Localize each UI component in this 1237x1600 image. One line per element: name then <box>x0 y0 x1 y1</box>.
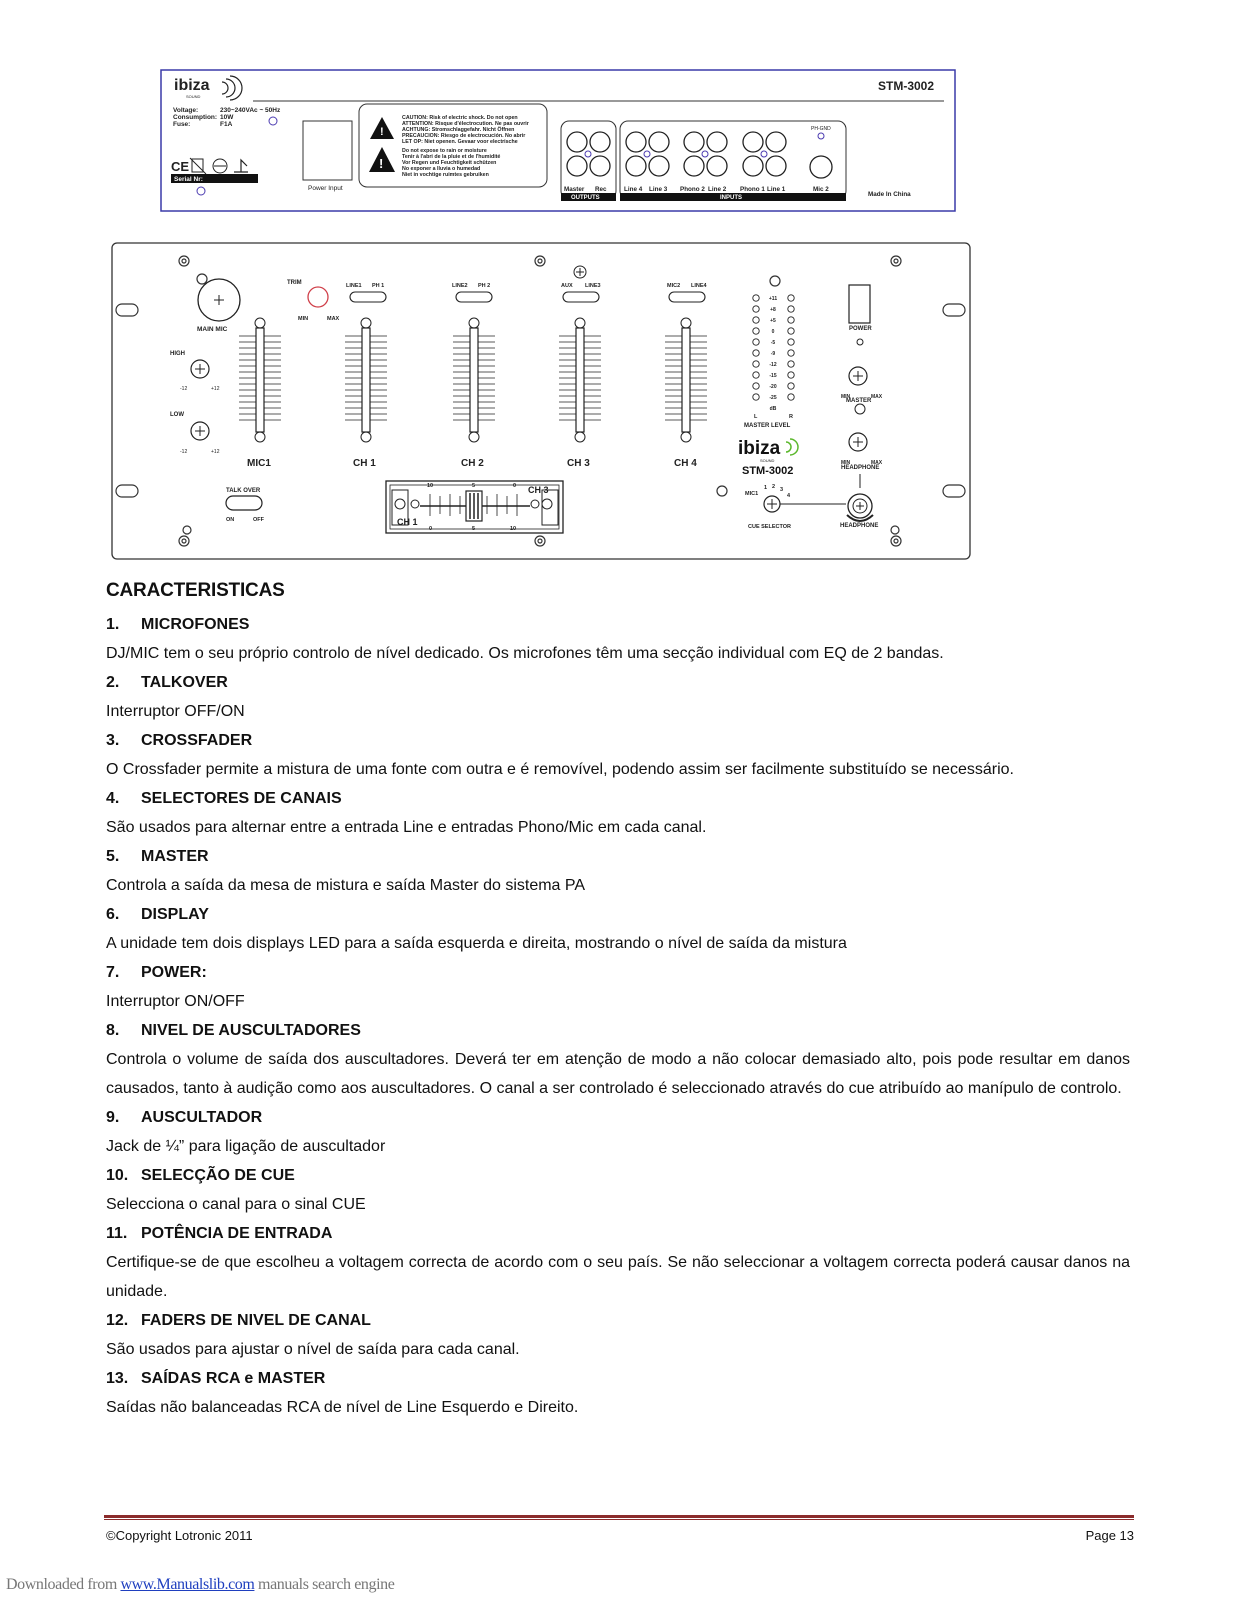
channel-label-ch4: CH 4 <box>674 458 697 469</box>
cue-position-label: MIC1 <box>745 491 759 497</box>
crossfader-left-label: CH 1 <box>397 517 418 527</box>
feature-number: 2. <box>106 674 120 691</box>
ce-mark-icon: CE <box>171 159 190 174</box>
download-prefix: Downloaded from <box>6 1576 121 1593</box>
channel-label-mic1: MIC1 <box>247 458 271 469</box>
manualslib-link[interactable]: www.Manualslib.com <box>120 1576 255 1593</box>
feature-title <box>106 1306 1130 1335</box>
feature-number: 5. <box>106 848 120 865</box>
meter-label: dB <box>769 406 777 412</box>
feature-title <box>106 1016 1130 1045</box>
footer-copyright: ©Copyright Lotronic 2011 <box>106 1528 253 1543</box>
headphone-min-label: MIN <box>841 460 851 466</box>
feature-title-text: POWER: <box>141 964 207 981</box>
spec-fuse-value: F1A <box>220 121 233 128</box>
feature-title-text: SAÍDAS RCA e MASTER <box>141 1370 326 1387</box>
meter-label: +11 <box>768 296 778 302</box>
input-label: Phono 2 <box>680 186 705 193</box>
master-label: MASTER <box>846 398 872 404</box>
feature-number: 8. <box>106 1022 120 1039</box>
feature-title-text: MASTER <box>141 848 209 865</box>
channel-label-ch1: CH 1 <box>353 458 376 469</box>
caution-line: LET OP: Niet openen. Gevaar voor electrische <box>402 139 518 145</box>
meter-label: -12 <box>769 362 777 368</box>
eq-min-label: -12 <box>180 449 188 455</box>
spec-consumption-value: 10W <box>220 114 234 121</box>
selector-right-label: LINE4 <box>691 283 707 289</box>
ph-gnd-label: PH-GND <box>811 126 831 132</box>
meter-label: +5 <box>770 318 776 324</box>
feature-number: 13. <box>106 1370 129 1387</box>
meter-r-label: R <box>789 414 793 420</box>
feature-body: Controla o volume de saída dos auscultadores. Deverá ter em atenção de modo a não colocar demasiado alto, pois pode resultar em danos causados, tanto à audição como aos auscultadores. O canal a ser controlado é seleccionado através do cue atribuído ao manípulo de controlo. <box>106 1051 1130 1097</box>
feature-number: 9. <box>106 1109 120 1126</box>
input-label: Mic 2 <box>813 186 829 193</box>
feature-title-text: SELECÇÃO DE CUE <box>141 1167 295 1184</box>
master-level-label: MASTER LEVEL <box>744 423 791 429</box>
front-panel-frame <box>112 243 970 559</box>
inputs-title: INPUTS <box>720 195 743 201</box>
feature-body: O Crossfader permite a mistura de uma fonte com outra e é removível, podendo assim ser facilmente substituído se necessário. <box>106 761 1014 778</box>
feature-number: 6. <box>106 906 120 923</box>
caution-line: Do not expose to rain or moisture <box>402 148 487 154</box>
feature-number: 3. <box>106 732 120 749</box>
channel-label-ch3: CH 3 <box>567 458 590 469</box>
feature-title <box>106 668 1130 697</box>
footer-divider <box>104 1515 1134 1518</box>
cue-position-label: 1 <box>764 485 768 491</box>
caution-line: Vor Regen und Feuchtigkeit schützen <box>402 160 497 166</box>
trim-max-label: MAX <box>327 316 340 322</box>
feature-item <box>106 1306 1130 1364</box>
feature-title-text: AUSCULTADOR <box>141 1109 263 1126</box>
output-label-rec: Rec <box>595 186 607 193</box>
feature-number: 4. <box>106 790 120 807</box>
footer-divider <box>104 1519 1134 1520</box>
input-label: Line 3 <box>649 186 668 193</box>
feature-title <box>106 1103 1130 1132</box>
rear-brand-sub: SOUND <box>186 94 201 99</box>
feature-title <box>106 1161 1130 1190</box>
front-panel-diagram <box>0 236 1237 566</box>
selector-left-label: MIC2 <box>667 283 681 289</box>
meter-label: -25 <box>769 395 777 401</box>
headphone-jack-label: HEADPHONE <box>840 523 879 529</box>
eq-high-label: HIGH <box>170 351 185 357</box>
svg-text:!: ! <box>379 156 384 171</box>
eq-max-label: +12 <box>211 449 220 455</box>
selector-left-label: LINE2 <box>452 283 468 289</box>
feature-title-text: FADERS DE NIVEL DE CANAL <box>141 1312 371 1329</box>
master-max-label: MAX <box>871 394 883 400</box>
caution-line: Tenir à l'abri de la pluie et de l'humidité <box>402 154 501 160</box>
crossfader-scale-label: 10 <box>427 483 434 489</box>
selector-right-label: PH 2 <box>478 283 491 289</box>
feature-body: Interruptor ON/OFF <box>106 993 245 1010</box>
features-section <box>106 580 1130 1422</box>
eq-low-label: LOW <box>170 412 184 418</box>
feature-item <box>106 1103 1130 1161</box>
feature-number: 12. <box>106 1312 129 1329</box>
output-label-master: Master <box>564 186 585 193</box>
feature-item <box>106 726 1130 784</box>
serial-label: Serial Nr: <box>174 176 203 183</box>
meter-label: +8 <box>770 307 776 313</box>
caution-line: CAUTION: Risk of electric shock. Do not open <box>402 115 518 121</box>
caution-line: PRECAUCION: Riesgo de electrocución. No abrir <box>402 133 526 139</box>
eq-max-label: +12 <box>211 386 220 392</box>
spec-voltage-value: 230~240VAc ~ 50Hz <box>220 107 281 114</box>
feature-item <box>106 958 1130 1016</box>
feature-title-text: TALKOVER <box>141 674 228 691</box>
eq-min-label: -12 <box>180 386 188 392</box>
feature-item <box>106 668 1130 726</box>
front-brand-sub: SOUND <box>760 458 775 463</box>
meter-label: -9 <box>770 351 776 357</box>
crossfader-scale-label: 10 <box>510 526 517 532</box>
front-model: STM-3002 <box>742 465 794 477</box>
feature-body: A unidade tem dois displays LED para a saída esquerda e direita, mostrando o nível de saída da mistura <box>106 935 847 952</box>
power-label: POWER <box>849 326 872 332</box>
input-label: Phono 1 <box>740 186 765 193</box>
caution-line: ACHTUNG: Stromschlaggefahr. Nicht Öffnen <box>402 127 515 133</box>
headphone-label: HEADPHONE <box>841 465 880 471</box>
talk-over-off-label: OFF <box>253 517 264 523</box>
cue-position-label: 4 <box>787 493 791 499</box>
feature-number: 11. <box>106 1225 128 1242</box>
spec-voltage-label: Voltage: <box>173 107 199 114</box>
feature-title <box>106 900 1130 929</box>
meter-label: -20 <box>769 384 777 390</box>
feature-item <box>106 900 1130 958</box>
download-suffix: manuals search engine <box>254 1576 395 1593</box>
power-input-label: Power Input <box>308 185 343 192</box>
meter-label: -5 <box>770 340 776 346</box>
feature-title <box>106 842 1130 871</box>
crossfader-scale-label: 5 <box>472 526 476 532</box>
feature-number: 1. <box>106 616 120 633</box>
feature-body: Jack de ¼” para ligação de auscultador <box>106 1138 386 1155</box>
feature-item <box>106 610 1130 668</box>
feature-title <box>106 958 1130 987</box>
footer-page-number: Page 13 <box>1085 1528 1134 1543</box>
rear-brand: ibiza <box>174 77 210 94</box>
selector-left-label: LINE1 <box>346 283 362 289</box>
outputs-title: OUTPUTS <box>571 195 600 201</box>
meter-label: 0 <box>771 329 775 335</box>
download-notice <box>6 1576 394 1594</box>
feature-body: DJ/MIC tem o seu próprio controlo de nível dedicado. Os microfones têm uma secção individual com EQ de 2 bandas. <box>106 645 944 662</box>
feature-item <box>106 842 1130 900</box>
front-brand: ibiza <box>738 438 781 459</box>
feature-number: 10. <box>106 1167 129 1184</box>
selector-left-label: AUX <box>561 283 573 289</box>
cue-position-label: 2 <box>772 484 776 490</box>
cue-selector-label: CUE SELECTOR <box>748 524 791 530</box>
feature-title-text: MICROFONES <box>141 616 250 633</box>
talk-over-label: TALK OVER <box>226 488 261 494</box>
rear-panel-diagram <box>0 0 1237 225</box>
feature-item <box>106 784 1130 842</box>
spec-fuse-label: Fuse: <box>173 121 191 128</box>
selector-right-label: PH 1 <box>372 283 385 289</box>
crossfader-scale-label: 5 <box>472 483 476 489</box>
caution-line: No exponer a lluvia o humedad <box>402 166 481 172</box>
feature-body: Selecciona o canal para o sinal CUE <box>106 1196 366 1213</box>
talk-over-on-label: ON <box>226 517 235 523</box>
section-heading: CARACTERISTICAS <box>106 580 285 601</box>
caution-line: ATTENTION: Risque d'électrocution. Ne pas ouvrir <box>402 121 529 127</box>
feature-title <box>106 1219 1130 1248</box>
cue-position-label: 3 <box>780 487 784 493</box>
caution-line: Niet in vochtige ruimtes gebruiken <box>402 172 489 178</box>
feature-title-text: DISPLAY <box>141 906 209 923</box>
crossfader-right-label: CH 3 <box>528 485 549 495</box>
crossfader-scale-label: 0 <box>429 526 433 532</box>
selector-right-label: LINE3 <box>585 283 601 289</box>
trim-label: TRIM <box>287 280 302 286</box>
feature-item <box>106 1161 1130 1219</box>
meter-l-label: L <box>754 414 758 420</box>
rear-panel-frame <box>161 70 955 211</box>
headphone-max-label: MAX <box>871 460 883 466</box>
master-min-label: MIN <box>841 394 851 400</box>
made-in-label: Made In China <box>868 191 911 198</box>
meter-label: -15 <box>769 373 777 379</box>
feature-title <box>106 784 1130 813</box>
feature-title-text: SELECTORES DE CANAIS <box>141 790 342 807</box>
features-list <box>106 610 1130 1422</box>
feature-item <box>106 1016 1130 1103</box>
feature-number: 7. <box>106 964 120 981</box>
rear-model: STM-3002 <box>878 79 935 93</box>
svg-text:!: ! <box>380 126 384 138</box>
feature-body: Controla a saída da mesa de mistura e saída Master do sistema PA <box>106 877 586 894</box>
feature-item <box>106 1219 1130 1306</box>
feature-body: São usados para alternar entre a entrada Line e entradas Phono/Mic em cada canal. <box>106 819 707 836</box>
spec-consumption-label: Consumption: <box>173 114 218 121</box>
feature-title-text: CROSSFADER <box>141 732 253 749</box>
feature-title <box>106 726 1130 755</box>
feature-body: Saídas não balanceadas RCA de nível de Line Esquerdo e Direito. <box>106 1399 579 1416</box>
feature-body: Interruptor OFF/ON <box>106 703 245 720</box>
feature-body: São usados para ajustar o nível de saída para cada canal. <box>106 1341 520 1358</box>
trim-min-label: MIN <box>298 316 309 322</box>
main-mic-label: MAIN MIC <box>197 326 228 333</box>
feature-title-text: POTÊNCIA DE ENTRADA <box>141 1225 333 1242</box>
feature-body: Certifique-se de que escolheu a voltagem correcta de acordo com o seu país. Se não seleccionar a voltagem correcta poderá causar danos na unidade. <box>106 1254 1130 1300</box>
input-label: Line 1 <box>767 186 786 193</box>
input-label: Line 2 <box>708 186 727 193</box>
feature-title <box>106 1364 1130 1393</box>
feature-title <box>106 610 1130 639</box>
channel-label-ch2: CH 2 <box>461 458 484 469</box>
crossfader-scale-label: 0 <box>513 483 517 489</box>
feature-item <box>106 1364 1130 1422</box>
input-label: Line 4 <box>624 186 643 193</box>
feature-title-text: NIVEL DE AUSCULTADORES <box>141 1022 361 1039</box>
